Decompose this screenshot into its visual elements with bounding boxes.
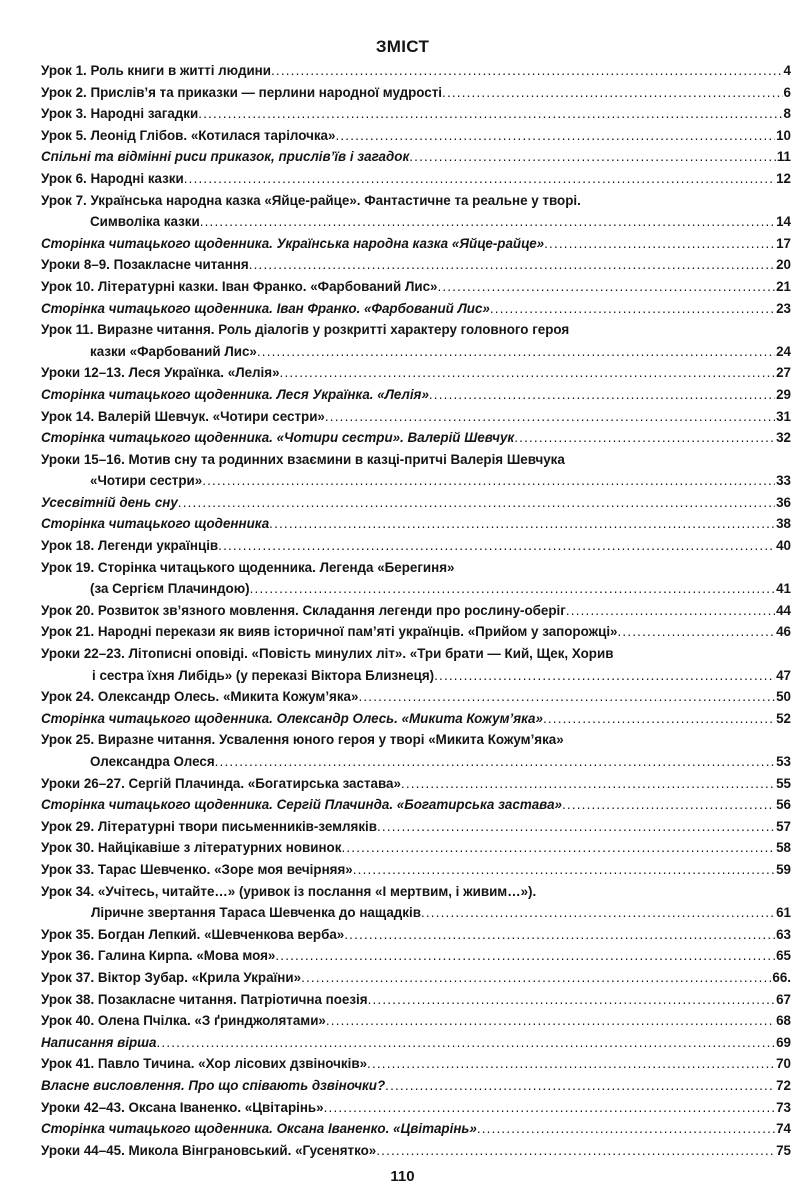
toc-entry bbox=[41, 470, 791, 492]
entry-first-line: Уроки 22–23. Літописні оповіді. «Повість минулих літ». «Три брати — Кий, Щек, Хорив bbox=[41, 646, 614, 662]
entry-title: Сторінка читацького щоденника. Олександр Олесь. «Микита Кожум’яка» bbox=[41, 710, 543, 726]
dot-leader bbox=[562, 794, 775, 816]
toc-entry bbox=[41, 298, 791, 320]
dot-leader bbox=[353, 859, 775, 881]
dot-leader bbox=[326, 1010, 775, 1032]
dot-leader bbox=[271, 60, 783, 82]
entry-page-number: 32 bbox=[776, 430, 791, 446]
entry-page-number: 10 bbox=[776, 127, 791, 143]
toc-entry bbox=[41, 513, 791, 535]
entry-title: «Чотири сестри» bbox=[90, 473, 203, 489]
entry-title: Урок 38. Позакласне читання. Патріотична поезія bbox=[41, 991, 368, 1007]
toc-entry bbox=[41, 362, 791, 384]
entry-first-line: Урок 11. Виразне читання. Роль діалогів у розкритті характеру головного героя bbox=[41, 322, 570, 338]
entry-title: Уроки 44–45. Микола Вінграновський. «Гусенятко» bbox=[41, 1142, 377, 1158]
toc-entry bbox=[41, 1010, 791, 1032]
entry-page-number: 27 bbox=[776, 365, 791, 381]
table-of-contents bbox=[41, 60, 791, 1161]
dot-leader bbox=[257, 341, 775, 363]
toc-entry bbox=[41, 82, 791, 104]
toc-entry bbox=[41, 384, 791, 406]
dot-leader bbox=[544, 233, 775, 255]
toc-entry bbox=[41, 600, 791, 622]
entry-page-number: 44 bbox=[776, 602, 791, 618]
entry-title: Символіка казки bbox=[90, 214, 200, 230]
entry-title: Уроки 26–27. Сергій Плачинда. «Богатирська застава» bbox=[41, 775, 401, 791]
toc-entry bbox=[41, 794, 791, 816]
entry-title: Урок 37. Віктор Зубар. «Крила України» bbox=[41, 969, 302, 985]
dot-leader bbox=[514, 427, 775, 449]
entry-page-number: 8 bbox=[783, 106, 791, 122]
entry-title: Уроки 8–9. Позакласне читання bbox=[41, 257, 249, 273]
entry-page-number: 31 bbox=[776, 408, 791, 424]
entry-page-number: 52 bbox=[776, 710, 791, 726]
entry-page-number: 73 bbox=[776, 1099, 791, 1115]
dot-leader bbox=[250, 578, 775, 600]
entry-page-number: 61 bbox=[776, 905, 791, 921]
entry-title: Написання вірша bbox=[41, 1034, 157, 1050]
entry-page-number: 4 bbox=[783, 63, 791, 78]
entry-title: Сторінка читацького щоденника. Сергій Плачинда. «Богатирська застава» bbox=[41, 797, 562, 813]
toc-entry bbox=[41, 989, 791, 1011]
entry-title: Урок 24. Олександр Олесь. «Микита Кожум’яка» bbox=[41, 689, 359, 705]
entry-title: Урок 5. Леонід Глібов. «Котилася тарілочка» bbox=[41, 127, 336, 143]
entry-page-number: 17 bbox=[776, 235, 791, 251]
entry-title: Урок 1. Роль книги в житті людини bbox=[41, 63, 271, 78]
dot-leader bbox=[344, 924, 775, 946]
entry-page-number: 46 bbox=[776, 624, 791, 640]
entry-title: Урок 36. Галина Кирпа. «Мова моя» bbox=[41, 948, 276, 964]
entry-title: Сторінка читацького щоденника. Іван Франко. «Фарбований Лис» bbox=[41, 300, 490, 316]
dot-leader bbox=[198, 103, 782, 125]
entry-title: Уроки 12–13. Леся Українка. «Лелія» bbox=[41, 365, 280, 381]
toc-title: ЗМІСТ bbox=[375, 37, 430, 56]
entry-title: Урок 3. Народні загадки bbox=[41, 106, 199, 122]
toc-entry bbox=[41, 125, 791, 147]
dot-leader bbox=[409, 146, 776, 168]
toc-entry bbox=[41, 1053, 791, 1075]
entry-page-number: 70 bbox=[776, 1056, 791, 1072]
entry-title: Уроки 42–43. Оксана Іваненко. «Цвітарінь» bbox=[41, 1099, 324, 1115]
entry-page-number: 41 bbox=[776, 581, 791, 597]
dot-leader bbox=[566, 600, 775, 622]
toc-entry bbox=[41, 168, 791, 190]
toc-entry bbox=[41, 665, 791, 687]
toc-entry bbox=[41, 967, 791, 989]
dot-leader bbox=[249, 254, 775, 276]
entry-first-line: Урок 7. Українська народна казка «Яйце-райце». Фантастичне та реальне у творі. bbox=[41, 192, 581, 208]
toc-entry bbox=[41, 686, 791, 708]
dot-leader bbox=[442, 82, 783, 104]
dot-leader bbox=[218, 535, 775, 557]
toc-entry bbox=[41, 341, 791, 363]
entry-page-number: 56 bbox=[776, 797, 791, 813]
entry-page-number: 75 bbox=[776, 1142, 791, 1158]
entry-title: Усесвітній день сну bbox=[41, 494, 178, 510]
entry-page-number: 33 bbox=[776, 473, 791, 489]
entry-first-line: Уроки 15–16. Мотив сну та родинних взаємини в казці-притчі Валерія Шевчука bbox=[41, 451, 565, 467]
entry-page-number: 68 bbox=[776, 1013, 791, 1029]
entry-title: Урок 40. Олена Пчілка. «З ґринджолятами» bbox=[41, 1013, 326, 1029]
entry-page-number: 11 bbox=[776, 149, 791, 165]
toc-entry bbox=[41, 1118, 791, 1140]
entry-title: і сестра їхня Либідь» (у переказі Віктора Близнеця) bbox=[92, 667, 435, 683]
entry-first-line: Урок 34. «Учітесь, читайте…» (уривок із послання «І мертвим, і живим…»). bbox=[41, 883, 537, 899]
toc-entry bbox=[41, 945, 791, 967]
entry-first-line: Урок 25. Виразне читання. Усвалення юного героя у творі «Микита Кожум’яка» bbox=[41, 732, 564, 748]
dot-leader bbox=[324, 1097, 775, 1119]
dot-leader bbox=[178, 492, 775, 514]
entry-title: Урок 21. Народні перекази як вияв історичної пам’яті українців. «Прийом у запорожці» bbox=[41, 624, 618, 640]
toc-entry bbox=[41, 492, 791, 514]
toc-entry bbox=[41, 1097, 791, 1119]
entry-page-number: 55 bbox=[776, 775, 791, 791]
entry-page-number: 63 bbox=[776, 926, 791, 942]
entry-title: Сторінка читацького щоденника bbox=[41, 516, 270, 532]
entry-title: Сторінка читацького щоденника. «Чотири сестри». Валерій Шевчук bbox=[41, 430, 515, 446]
toc-entry bbox=[41, 816, 791, 838]
entry-title: Ліричне звертання Тараса Шевченка до нащадків bbox=[91, 905, 421, 921]
dot-leader bbox=[325, 406, 775, 428]
entry-page-number: 58 bbox=[776, 840, 791, 856]
entry-title: Урок 35. Богдан Лепкий. «Шевченкова верба» bbox=[41, 926, 345, 942]
entry-title: Урок 33. Тарас Шевченко. «Зоре моя вечірняя» bbox=[41, 861, 353, 877]
dot-leader bbox=[280, 362, 776, 384]
dot-leader bbox=[157, 1032, 776, 1054]
toc-entry bbox=[41, 751, 791, 773]
entry-page-number: 65 bbox=[776, 948, 791, 964]
dot-leader bbox=[490, 298, 775, 320]
dot-leader bbox=[367, 1053, 775, 1075]
entry-title: Сторінка читацького щоденника. Оксана Іваненко. «Цвітарінь» bbox=[41, 1121, 477, 1137]
entry-page-number: 38 bbox=[776, 516, 791, 532]
dot-leader bbox=[341, 837, 775, 859]
toc-entry bbox=[41, 103, 791, 125]
entry-title: Урок 10. Літературні казки. Іван Франко. «Фарбований Лис» bbox=[41, 278, 438, 294]
entry-page-number: 6 bbox=[783, 84, 791, 100]
dot-leader bbox=[184, 168, 775, 190]
page-number: 110 bbox=[390, 1168, 415, 1185]
dot-leader bbox=[275, 945, 775, 967]
entry-title: Урок 20. Розвиток зв’язного мовлення. Складання легенди про рослину-оберіг bbox=[41, 602, 566, 618]
entry-page-number: 12 bbox=[776, 170, 791, 186]
dot-leader bbox=[335, 125, 775, 147]
entry-page-number: 69 bbox=[776, 1034, 791, 1050]
entry-title: Урок 6. Народні казки bbox=[41, 170, 184, 186]
entry-page-number: 59 bbox=[776, 861, 791, 877]
entry-page-number: 21 bbox=[776, 278, 791, 294]
entry-title: Власне висловлення. Про що співають дзвіночки? bbox=[41, 1077, 386, 1093]
entry-title: Спільні та відмінні риси приказок, прислів’їв і загадок bbox=[41, 149, 410, 165]
dot-leader bbox=[358, 686, 775, 708]
toc-entry bbox=[41, 233, 791, 255]
entry-title: Сторінка читацького щоденника. Леся Українка. «Лелія» bbox=[41, 386, 429, 402]
toc-entry bbox=[41, 621, 791, 643]
entry-title: Урок 30. Найцікавіше з літературних новинок bbox=[41, 840, 342, 856]
toc-entry bbox=[41, 60, 791, 82]
entry-page-number: 29 bbox=[776, 386, 791, 402]
entry-first-line: Урок 19. Сторінка читацького щоденника. Легенда «Берегиня» bbox=[41, 559, 455, 575]
entry-page-number: 20 bbox=[776, 257, 791, 273]
entry-page-number: 40 bbox=[776, 538, 791, 554]
entry-title: казки «Фарбований Лис» bbox=[90, 343, 257, 359]
entry-title: Сторінка читацького щоденника. Українська народна казка «Яйце-райце» bbox=[41, 235, 545, 251]
entry-page-number: 36 bbox=[776, 494, 791, 510]
toc-entry bbox=[41, 708, 791, 730]
toc-entry bbox=[41, 427, 791, 449]
toc-entry bbox=[41, 924, 791, 946]
toc-entry bbox=[41, 254, 791, 276]
entry-title: Олександра Олеся bbox=[90, 754, 215, 769]
dot-leader bbox=[434, 665, 775, 687]
entry-title: Урок 14. Валерій Шевчук. «Чотири сестри» bbox=[41, 408, 325, 424]
dot-leader bbox=[377, 816, 775, 838]
entry-title: Урок 41. Павло Тичина. «Хор лісових дзвіночків» bbox=[41, 1056, 368, 1072]
entry-title: (за Сергієм Плачиндою) bbox=[90, 581, 250, 597]
dot-leader bbox=[437, 276, 775, 298]
toc-entry bbox=[41, 211, 791, 233]
dot-leader bbox=[385, 1075, 775, 1097]
dot-leader bbox=[618, 621, 776, 643]
dot-leader bbox=[202, 470, 775, 492]
dot-leader bbox=[376, 1140, 775, 1162]
toc-entry bbox=[41, 902, 791, 924]
toc-entry bbox=[41, 773, 791, 795]
entry-page-number: 72 bbox=[776, 1077, 791, 1093]
toc-entry bbox=[41, 1075, 791, 1097]
toc-entry bbox=[41, 406, 791, 428]
entry-page-number: 66. bbox=[772, 969, 791, 985]
toc-entry bbox=[41, 276, 791, 298]
toc-entry bbox=[41, 837, 791, 859]
entry-title: Урок 2. Прислів’я та приказки — перлини народної мудрості bbox=[41, 84, 443, 100]
entry-page-number: 57 bbox=[776, 818, 791, 834]
entry-page-number: 47 bbox=[776, 667, 791, 683]
toc-entry bbox=[41, 146, 791, 168]
entry-page-number: 74 bbox=[776, 1121, 791, 1137]
dot-leader bbox=[421, 902, 775, 924]
toc-entry bbox=[41, 859, 791, 881]
entry-title: Урок 29. Літературні твори письменників-земляків bbox=[41, 818, 377, 834]
entry-page-number: 53 bbox=[776, 754, 791, 769]
entry-page-number: 23 bbox=[776, 300, 791, 316]
toc-entry bbox=[41, 1140, 791, 1162]
toc-entry bbox=[41, 535, 791, 557]
dot-leader bbox=[543, 708, 775, 730]
dot-leader bbox=[200, 211, 775, 233]
toc-entry bbox=[41, 578, 791, 600]
toc-entry bbox=[41, 1032, 791, 1054]
dot-leader bbox=[429, 384, 775, 406]
entry-title: Урок 18. Легенди українців bbox=[41, 538, 219, 554]
dot-leader bbox=[401, 773, 775, 795]
entry-page-number: 67 bbox=[776, 991, 791, 1007]
dot-leader bbox=[477, 1118, 775, 1140]
dot-leader bbox=[215, 751, 775, 773]
dot-leader bbox=[269, 513, 775, 535]
entry-page-number: 24 bbox=[776, 343, 791, 359]
entry-page-number: 50 bbox=[776, 689, 791, 705]
dot-leader bbox=[301, 967, 771, 989]
dot-leader bbox=[368, 989, 776, 1011]
entry-page-number: 14 bbox=[776, 214, 791, 230]
